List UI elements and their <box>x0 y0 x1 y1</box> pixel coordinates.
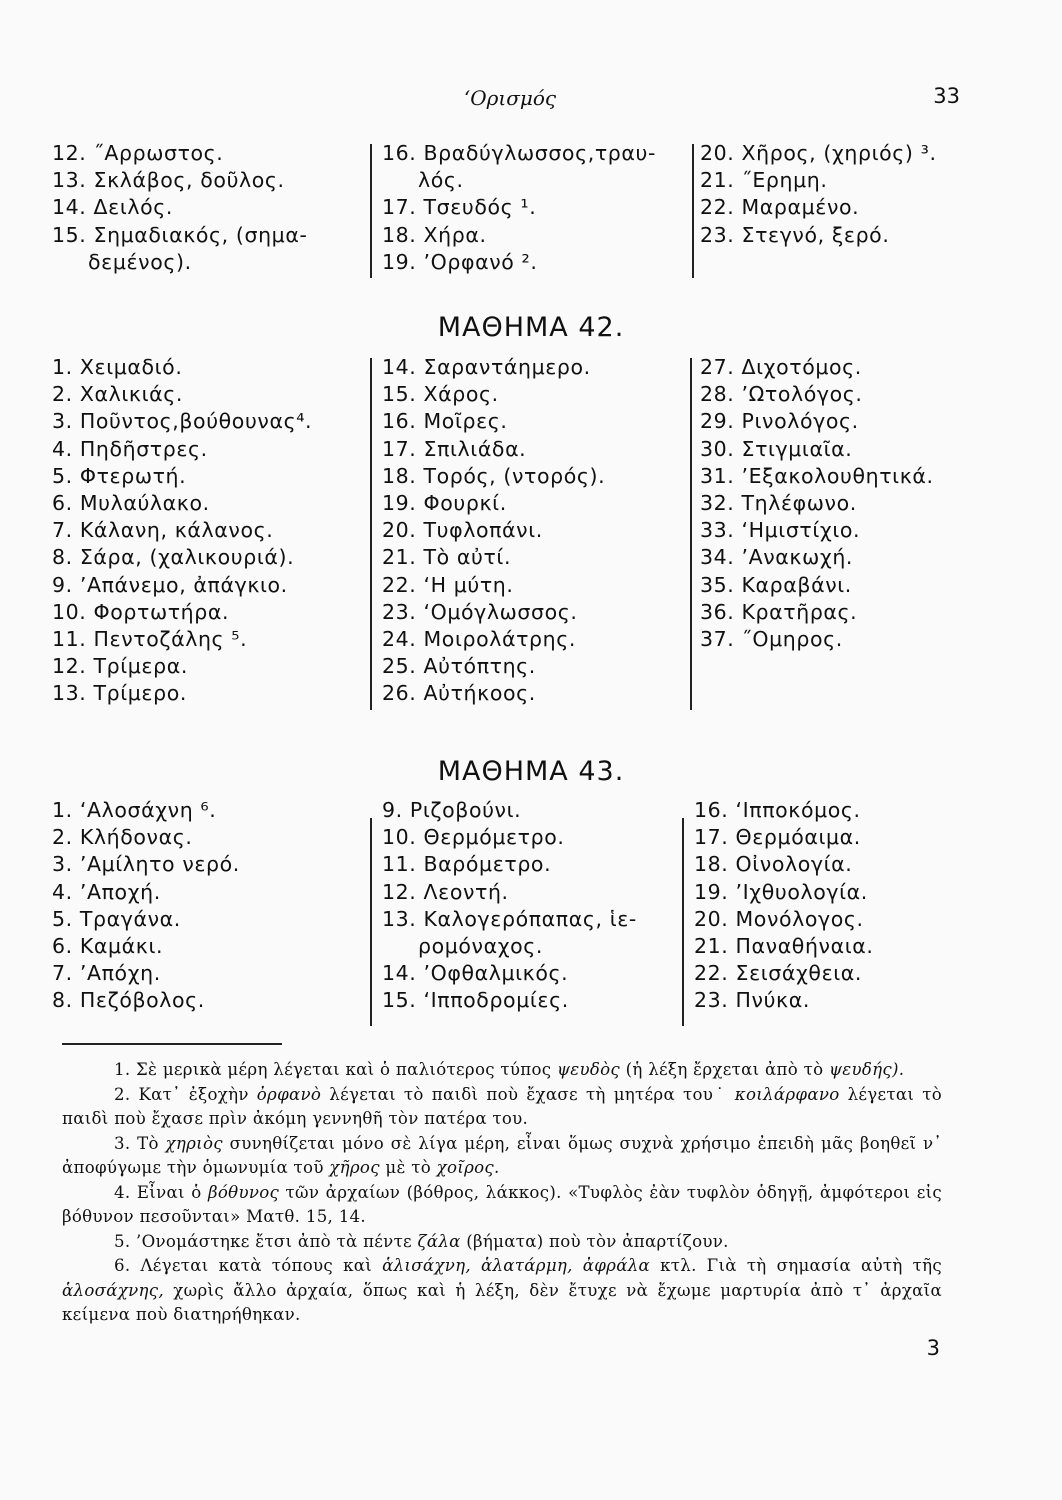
list-item: 30. Στιγμιαῖα. <box>700 436 853 461</box>
list-item: 22. Μαραμένο. <box>700 195 860 220</box>
list-item: 11. Πεντοζάλης ⁵. <box>52 627 248 652</box>
list-item: 7. Κάλανη, κάλανος. <box>52 518 274 543</box>
list-item: 19. ’Ορφανό ². <box>382 249 538 274</box>
list-item: 20. Μονόλογος. <box>694 906 864 931</box>
lesson-42-column-3 <box>700 354 934 653</box>
list-item: 6. Μυλαύλακο. <box>52 491 210 516</box>
list-item: 12. Λεοντή. <box>382 879 509 904</box>
list-item: 23. Στεγνό, ξερό. <box>700 222 890 247</box>
list-item: 4. ’Αποχή. <box>52 879 161 904</box>
list-item: 16. Μοῖρες. <box>382 409 508 434</box>
list-item: 23. ‘Ομόγλωσσος. <box>382 599 578 624</box>
list-item: 2. Κλήδονας. <box>52 825 193 850</box>
list-item: 18. Οἰνολογία. <box>694 852 853 877</box>
lesson-43-title: ΜΑΘΗΜΑ 43. <box>437 756 625 787</box>
column-divider <box>682 818 684 1026</box>
footnote-1: 1. Σὲ μερικὰ μέρη λέγεται καὶ ὁ παλιότερος τύπος ψευδὸς (ἡ λέξη ἔρχεται ἀπὸ τὸ ψευδής). <box>114 1060 905 1079</box>
list-item: 19. Φουρκί. <box>382 491 507 516</box>
list-item: λός. <box>418 168 464 193</box>
list-item: 25. Αὐτόπτης. <box>382 654 536 679</box>
list-item: 23. Πνύκα. <box>694 988 810 1013</box>
list-item: ρομόναχος. <box>418 934 544 959</box>
column-divider <box>370 358 372 710</box>
list-item: 1. Χειμαδιό. <box>52 355 183 379</box>
list-item: 34. ’Ανακωχή. <box>700 545 854 570</box>
column-divider <box>692 144 694 278</box>
footnote-2: 2. Κατ᾽ ἐξοχὴν ὀρφανὸ λέγεται τὸ παιδὶ ποὺ ἔχασε τὴ μητέρα του˙ κοιλάρφανο λέγεται τὸ παιδὶ ποὺ ἔχασε πρὶν ἀκόμη γεννηθῆ τὸν πατέρα του. <box>62 1084 943 1128</box>
list-item: 26. Αὐτήκοος. <box>382 681 536 706</box>
list-item: 9. Ριζοβούνι. <box>382 798 522 822</box>
list-item: 22. Σεισάχθεια. <box>694 961 863 986</box>
list-item: 37. ˝Ομηρος. <box>700 627 843 652</box>
column-divider <box>370 144 372 278</box>
list-item: 4. Πηδῆστρες. <box>52 436 208 461</box>
list-item: 21. Παναθήναια. <box>694 934 874 959</box>
list-item: 36. Κρατῆρας. <box>700 599 858 624</box>
list-item: 10. Θερμόμετρο. <box>382 825 565 850</box>
page-number-top: 33 <box>933 84 960 108</box>
column-divider <box>690 358 692 710</box>
list-item: 12. ˝Αρρωστος. <box>52 141 224 165</box>
list-item: 16. Βραδύγλωσσος,τραυ- <box>382 141 656 165</box>
list-item: 22. ‘Η μύτη. <box>382 572 514 597</box>
list-item: 10. Φορτωτήρα. <box>52 599 230 624</box>
list-item: 33. ‘Ημιστίχιο. <box>700 518 861 543</box>
list-item: 18. Χήρα. <box>382 222 487 247</box>
footnote-6: 6. Λέγεται κατὰ τόπους καὶ ἁλισάχνη, ἁλατάρμη, ἀφράλα κτλ. Γιὰ τὴ σημασία αὐτὴ τῆς ἁλοσάχνης, χωρὶς ἄλλο ἀρχαία, ὅπως καὶ ἡ λέξη, δὲν ἔτυχε νὰ ἔχωμε μαρτυρία ἀπὸ τ᾽ ἀρχαῖα κείμενα ποὺ διατηρήθηκαν. <box>62 1256 942 1324</box>
lesson-42-column-2 <box>382 354 605 708</box>
list-item: 24. Μοιρολάτρης. <box>382 627 576 652</box>
footnote-3: 3. Τὸ χηριὸς συνηθίζεται μόνο σὲ λίγα μέρη, εἶναι ὅμως συχνὰ χρήσιμο ἐπειδὴ μᾶς βοηθεῖ ν᾽ ἀποφύγωμε τὴν ὁμωνυμία τοῦ χῆρος μὲ τὸ χοῖρος. <box>62 1133 942 1177</box>
list-item: 14. ’Οφθαλμικός. <box>382 961 569 986</box>
column-divider <box>370 818 372 1026</box>
list-item: 3. ’Αμίλητο νερό. <box>52 852 240 877</box>
list-item: 5. Τραγάνα. <box>52 906 181 931</box>
footnote-5: 5. ’Ονομάστηκε ἔτσι ἀπὸ τὰ πέντε ζάλα (βήματα) ποὺ τὸν ἀπαρτίζουν. <box>114 1231 729 1251</box>
list-item: 20. Χῆρος, (χηριός) ³. <box>700 141 937 165</box>
list-item: 13. Τρίμερο. <box>52 681 187 706</box>
list-item: 27. Διχοτόμος. <box>700 355 862 379</box>
list-item: 15. ‘Ιπποδρομίες. <box>382 988 569 1013</box>
list-item: δεμένος). <box>88 249 192 274</box>
list-item: 35. Καραβάνι. <box>700 572 852 597</box>
lesson-43-column-2 <box>382 797 637 1015</box>
list-item: 8. Πεζόβολος. <box>52 988 205 1013</box>
list-item: 17. Σπιλιάδα. <box>382 436 527 461</box>
list-item: 20. Τυφλοπάνι. <box>382 518 543 543</box>
lesson-42-column-1 <box>52 354 312 708</box>
list-item: 17. Τσευδός ¹. <box>382 195 537 220</box>
top-column-2 <box>382 140 656 303</box>
list-item: 13. Καλογερόπαπας, ἱε- <box>382 906 637 931</box>
list-item: 31. ’Εξακολουθητικά. <box>700 463 934 488</box>
list-item: 11. Βαρόμετρο. <box>382 852 552 877</box>
list-item: 21. ˝Ερημη. <box>700 168 828 193</box>
page-number-bottom: 3 <box>926 1336 940 1360</box>
list-item: 13. Σκλάβος, δοῦλος. <box>52 168 285 193</box>
list-item: 21. Τὸ αὐτί. <box>382 545 512 570</box>
list-item: 16. ‘Ιπποκόμος. <box>694 798 861 822</box>
list-item: 3. Ποῦντος,βούθουνας⁴. <box>52 409 313 434</box>
list-item: 17. Θερμόαιμα. <box>694 825 861 850</box>
list-item: 9. ’Απάνεμο, ἀπάγκιο. <box>52 572 288 597</box>
list-item: 6. Καμάκι. <box>52 934 164 959</box>
list-item: 15. Χάρος. <box>382 382 499 407</box>
list-item: 29. Ρινολόγος. <box>700 409 859 434</box>
top-column-1 <box>52 140 307 276</box>
list-item: 15. Σημαδιακός, (σημα- <box>52 222 308 247</box>
footnote-4: 4. Εἶναι ὁ βόθυνος τῶν ἀρχαίων (βόθρος, λάκκος). «Τυφλὸς ἐὰν τυφλὸν ὁδηγῇ, ἀμφότεροι εἰς βόθυνον πεσοῦνται» Ματθ. 15, 14. <box>62 1182 942 1226</box>
list-item: 8. Σάρα, (χαλικουριά). <box>52 545 295 570</box>
list-item: 32. Τηλέφωνο. <box>700 491 857 516</box>
list-item: 18. Τορός, (ντορός). <box>382 463 606 488</box>
list-item: 14. Σαραντάημερο. <box>382 355 591 379</box>
lesson-43-column-3 <box>694 797 873 1015</box>
footnote-rule <box>62 1043 282 1045</box>
top-column-3 <box>700 140 937 249</box>
list-item: 14. Δειλός. <box>52 195 173 220</box>
list-item <box>382 276 656 303</box>
list-item: 19. ’Ιχθυολογία. <box>694 879 868 904</box>
list-item: 28. ’Ωτολόγος. <box>700 382 863 407</box>
list-item: 7. ’Απόχη. <box>52 961 161 986</box>
running-title: ‘Ορισμός <box>463 86 557 110</box>
list-item: 1. ‘Αλοσάχνη ⁶. <box>52 798 217 822</box>
footnotes <box>62 1058 942 1328</box>
lesson-42-title: ΜΑΘΗΜΑ 42. <box>437 312 625 343</box>
list-item: 12. Τρίμερα. <box>52 654 188 679</box>
lesson-43-column-1 <box>52 797 240 1015</box>
list-item: 2. Χαλικιάς. <box>52 382 183 407</box>
list-item: 5. Φτερωτή. <box>52 463 187 488</box>
